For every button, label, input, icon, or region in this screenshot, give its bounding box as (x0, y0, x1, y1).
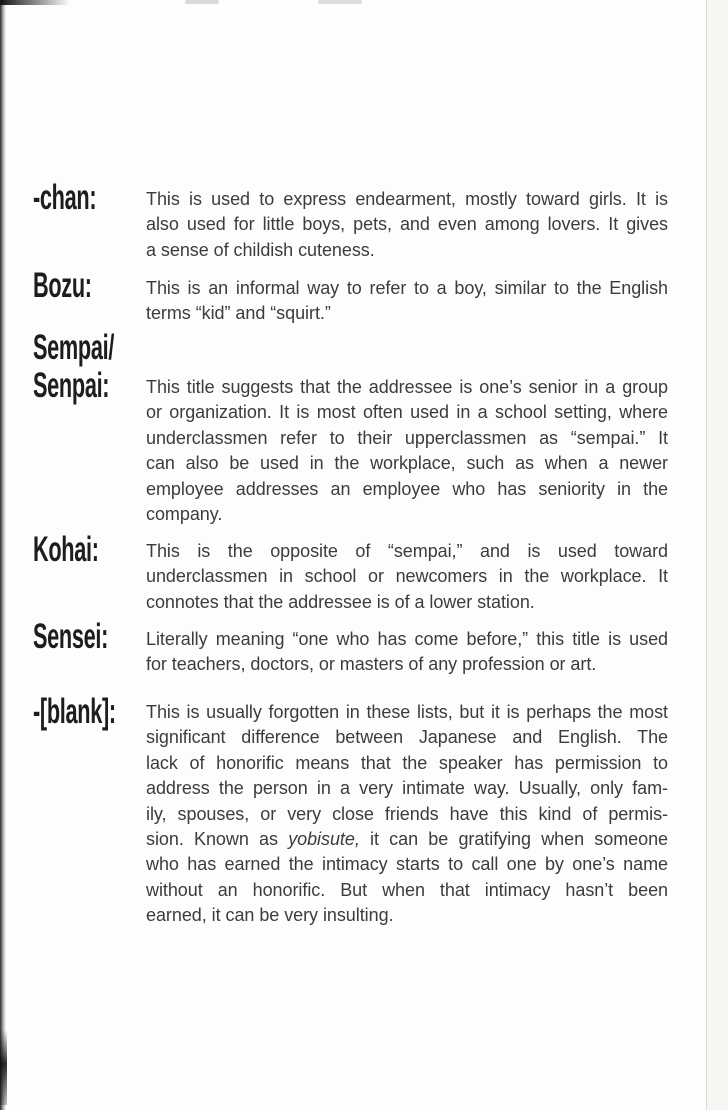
definition-line (146, 301, 668, 326)
definition-line-text: underclassmen refer to their upperclassmen as “sempai.” It (146, 427, 668, 448)
definition-line-text: This is used to express endearment, mostly toward girls. It is (146, 189, 668, 209)
term-label-text: -chan: (33, 178, 97, 217)
definition (146, 187, 668, 263)
definition-line-text: can also be used in the workplace, such as when a newer (146, 453, 668, 474)
definition-line-text: sion. Known as (146, 828, 289, 849)
definition-line-text: Literally meaning “one who has come before,” this title is used (146, 629, 668, 649)
honorific-section (33, 618, 668, 678)
term-label-text: Senpai: (33, 366, 110, 405)
term-label-text: Sensei: (33, 617, 109, 656)
term-label (33, 329, 146, 405)
definition-line (146, 564, 668, 589)
term-label (33, 267, 146, 305)
definition-line (146, 502, 668, 527)
term-label-line (33, 531, 146, 569)
definition-line (146, 852, 668, 877)
definition-line (146, 276, 668, 301)
definition-line (146, 375, 668, 400)
definition-line-text: or organization. It is most often used in a school setting, where (146, 402, 668, 423)
definition-line (146, 238, 668, 263)
honorific-section (33, 267, 668, 327)
definition-line-text: earned, it can be very insulting. (146, 905, 394, 926)
definition-line-text: This is the opposite of “sempai,” and is used toward (146, 541, 668, 561)
definition-line-text: This is usually forgotten in these lists, but it is perhaps the most (146, 702, 668, 722)
term-label-text: -[blank]: (33, 692, 116, 731)
term-label-text: Kohai: (33, 530, 99, 569)
definition-line (146, 212, 668, 237)
definition-line (146, 652, 668, 677)
definition-line (146, 802, 668, 827)
definition-line-text: connotes that the addressee is of a lower station. (146, 591, 535, 612)
definition (146, 375, 668, 527)
definition (146, 627, 668, 678)
honorific-section (33, 531, 668, 615)
definition-line-text: company. (146, 503, 223, 524)
romaji-italic-term: yobisute, (288, 828, 360, 849)
scan-top-left-edge-mark (0, 0, 70, 5)
definition-line-text: also used for little boys, pets, and even among lovers. It gives (146, 214, 668, 235)
term-label-line (33, 267, 146, 305)
scan-top-smudge (185, 0, 219, 4)
term-label-line (33, 179, 146, 217)
definition-line-text: This title suggests that the addressee is one’s senior in a group (146, 377, 668, 397)
definition-line (146, 426, 668, 451)
honorific-section (33, 693, 668, 929)
definition-line-text: underclassmen in school or newcomers in the workplace. It (146, 566, 668, 587)
definition-line (146, 903, 668, 928)
term-label-line (33, 329, 146, 367)
definition-line-text: who has earned the intimacy starts to call one by one’s name (146, 854, 668, 875)
definition-line-text (146, 827, 668, 852)
term-label-line (33, 693, 146, 731)
term-label (33, 618, 146, 656)
term-label (33, 531, 146, 569)
scan-bottom-left-edge-mark (0, 1030, 7, 1105)
term-label-line (33, 618, 146, 656)
definition-line (146, 477, 668, 502)
honorific-section (33, 329, 668, 527)
definition (146, 700, 668, 929)
term-label-line (33, 367, 146, 405)
definition-line-text: This is an informal way to refer to a boy, similar to the English (146, 278, 668, 298)
definition-line-text: ily, spouses, or very close friends have this kind of permis- (146, 803, 668, 824)
honorific-section (33, 179, 668, 263)
term-label-text: Sempai/ (33, 328, 115, 367)
definition-line-text: lack of honorific means that the speaker has permission to (146, 752, 668, 773)
term-label (33, 693, 146, 731)
definition-line-text: a sense of childish cuteness. (146, 239, 375, 260)
definition-line (146, 590, 668, 615)
scan-left-gutter-shadow (0, 0, 6, 1110)
definition (146, 276, 668, 327)
definition-line (146, 725, 668, 750)
definition-line (146, 400, 668, 425)
definition-line-text: significant difference between Japanese and English. The (146, 727, 668, 748)
definition (146, 539, 668, 615)
definition-line-text: address the person in a very intimate way. Usually, only fam- (146, 778, 668, 799)
definition-line (146, 700, 668, 725)
term-label (33, 179, 146, 217)
definition-line (146, 539, 668, 564)
definition-line (146, 627, 668, 652)
definition-line (146, 751, 668, 776)
scan-top-smudge (318, 0, 362, 4)
scan-right-page-edge (706, 0, 728, 1110)
definition-line (146, 827, 668, 852)
definition-line-text: without an honorific. But when that intimacy hasn’t been (146, 879, 668, 900)
definition-line (146, 187, 668, 212)
definition-line-text: terms “kid” and “squirt.” (146, 303, 331, 324)
definition-line (146, 878, 668, 903)
term-label-text: Bozu: (33, 266, 92, 305)
definition-line-text: employee addresses an employee who has seniority in the (146, 478, 668, 499)
definition-line-text: it can be gratifying when someone (359, 828, 668, 849)
definition-line (146, 451, 668, 476)
definition-line-text: for teachers, doctors, or masters of any profession or art. (146, 654, 597, 675)
definition-line (146, 776, 668, 801)
